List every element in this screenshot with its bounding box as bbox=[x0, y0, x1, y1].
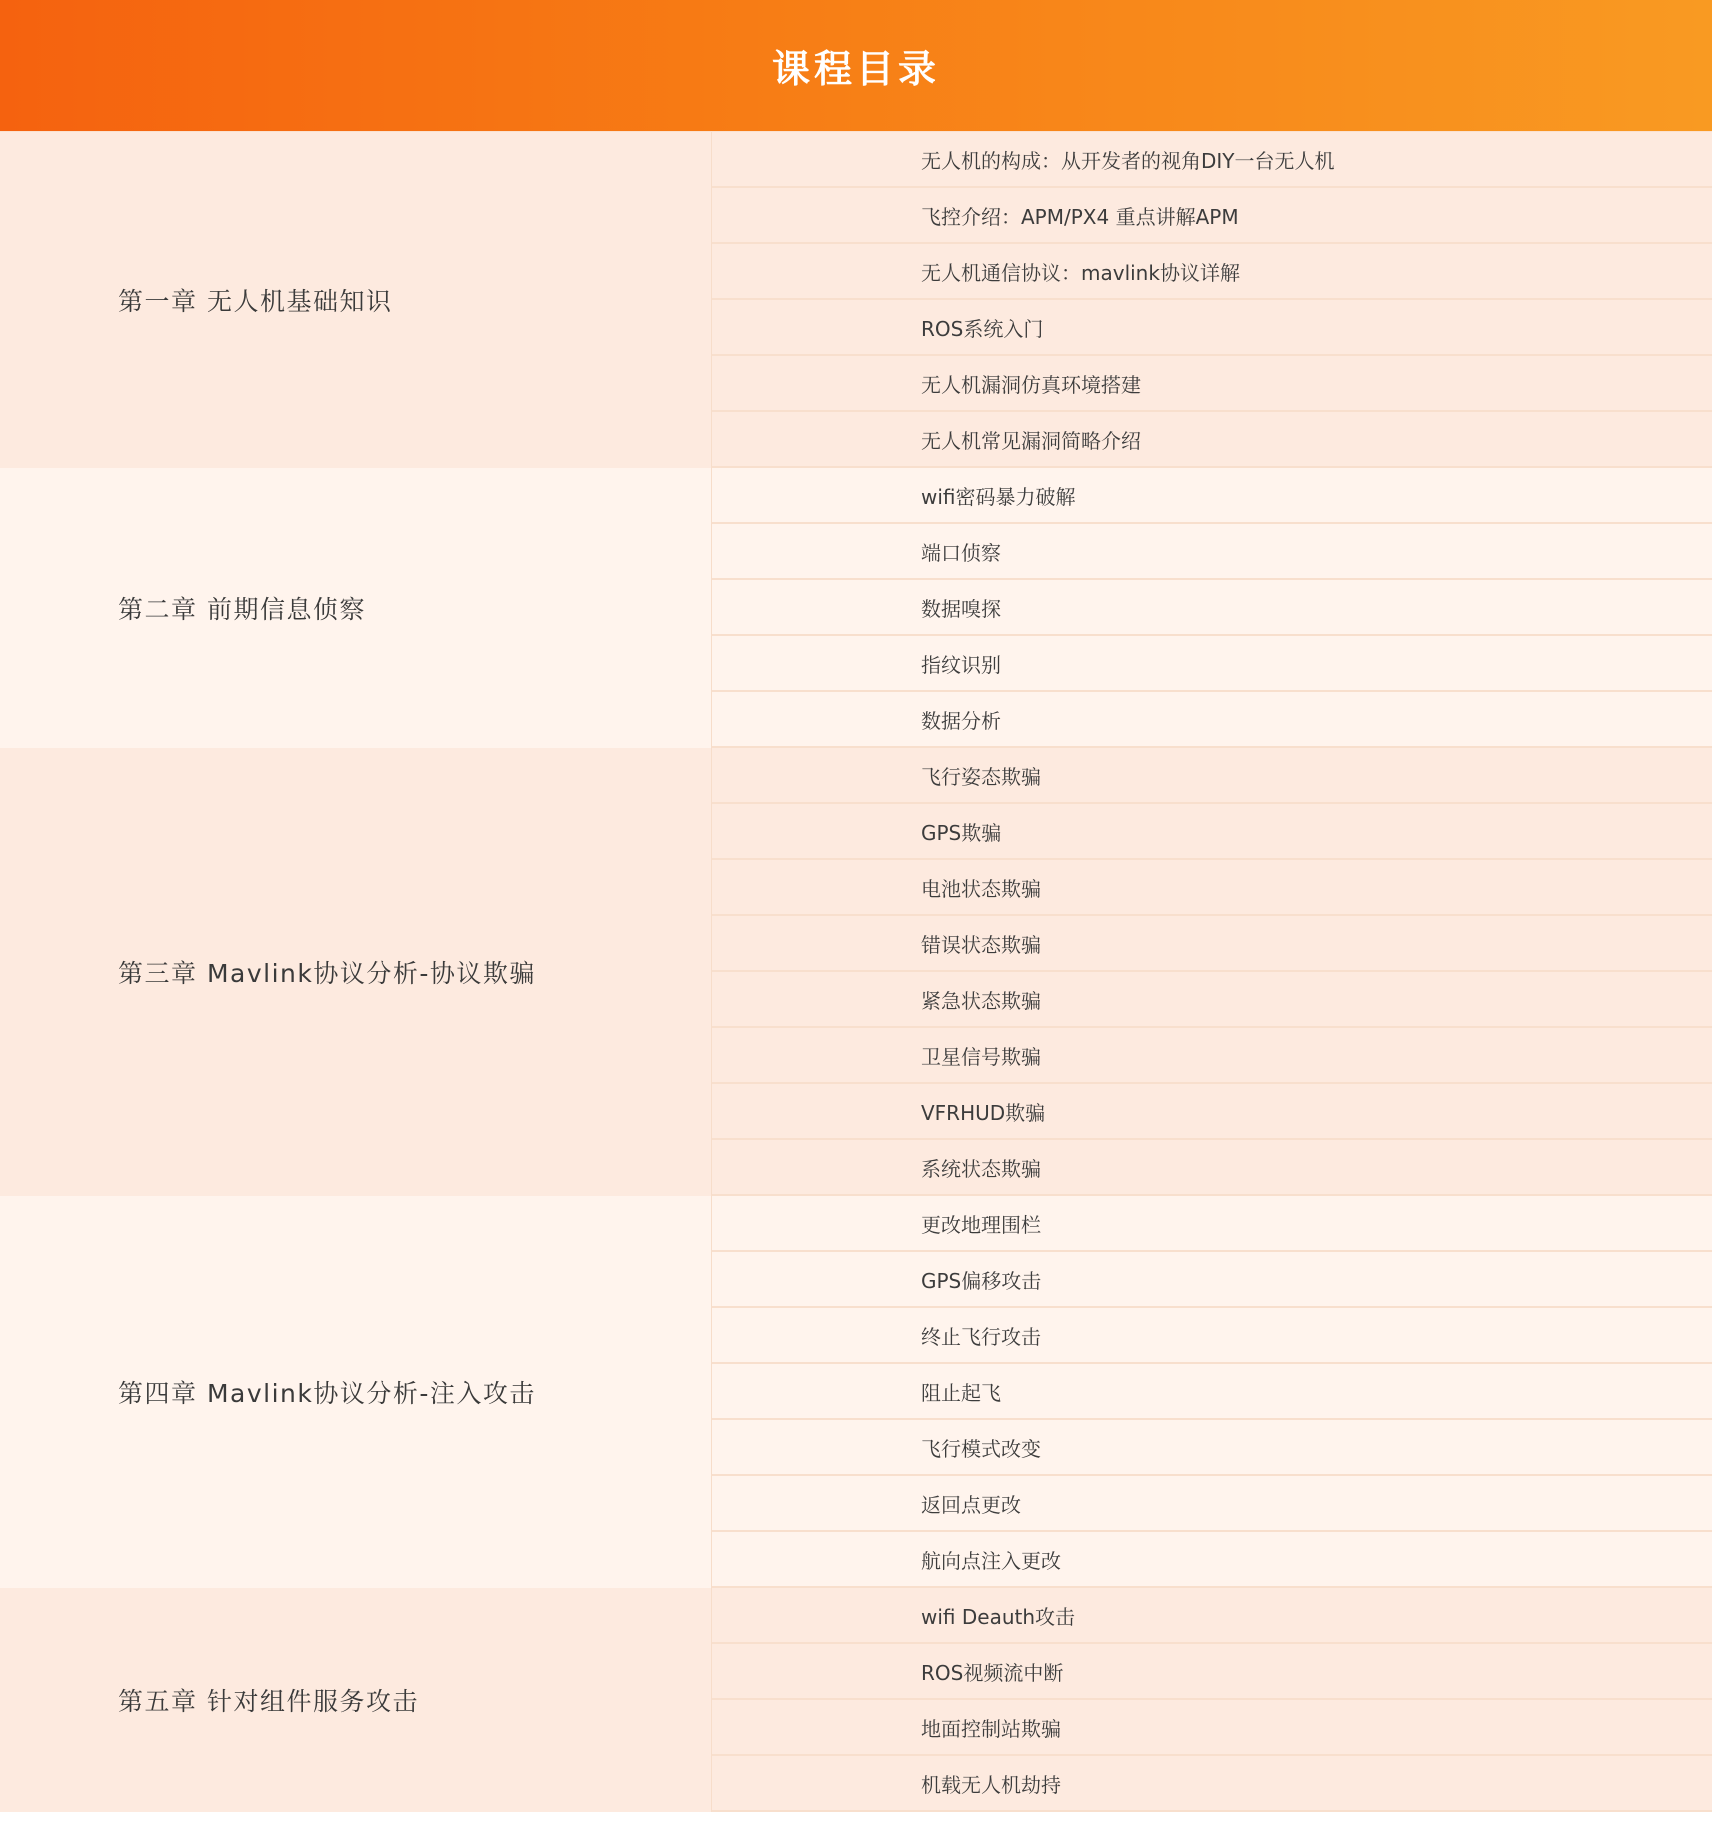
chapter-title: 第二章 前期信息侦察 bbox=[0, 468, 712, 748]
lesson-list bbox=[712, 468, 1712, 748]
chapter-row bbox=[0, 132, 1712, 468]
chapter-title: 第一章 无人机基础知识 bbox=[0, 132, 712, 468]
lesson-item: 更改地理围栏 bbox=[712, 1196, 1712, 1252]
lesson-list bbox=[712, 1196, 1712, 1588]
chapter-title: 第五章 针对组件服务攻击 bbox=[0, 1588, 712, 1812]
lesson-item: 航向点注入更改 bbox=[712, 1532, 1712, 1588]
lesson-item: 无人机常见漏洞简略介绍 bbox=[712, 412, 1712, 468]
lesson-item: ROS系统入门 bbox=[712, 300, 1712, 356]
chapter-title: 第三章 Mavlink协议分析-协议欺骗 bbox=[0, 748, 712, 1196]
lesson-item: 紧急状态欺骗 bbox=[712, 972, 1712, 1028]
lesson-item: wifi密码暴力破解 bbox=[712, 468, 1712, 524]
lesson-item: 无人机的构成：从开发者的视角DIY一台无人机 bbox=[712, 132, 1712, 188]
chapter-row bbox=[0, 1588, 1712, 1812]
chapter-row bbox=[0, 748, 1712, 1196]
chapter-row bbox=[0, 468, 1712, 748]
chapter-title: 第四章 Mavlink协议分析-注入攻击 bbox=[0, 1196, 712, 1588]
lesson-item: 数据分析 bbox=[712, 692, 1712, 748]
lesson-item: 错误状态欺骗 bbox=[712, 916, 1712, 972]
lesson-list bbox=[712, 1588, 1712, 1812]
lesson-item: 系统状态欺骗 bbox=[712, 1140, 1712, 1196]
catalog-header bbox=[0, 0, 1712, 132]
lesson-item: GPS欺骗 bbox=[712, 804, 1712, 860]
lesson-item: 卫星信号欺骗 bbox=[712, 1028, 1712, 1084]
lesson-item: 无人机通信协议：mavlink协议详解 bbox=[712, 244, 1712, 300]
lesson-item: 电池状态欺骗 bbox=[712, 860, 1712, 916]
chapter-row bbox=[0, 1196, 1712, 1588]
lesson-item: 阻止起飞 bbox=[712, 1364, 1712, 1420]
lesson-item: VFRHUD欺骗 bbox=[712, 1084, 1712, 1140]
lesson-item: wifi Deauth攻击 bbox=[712, 1588, 1712, 1644]
lesson-item: 飞控介绍：APM/PX4 重点讲解APM bbox=[712, 188, 1712, 244]
lesson-item: 指纹识别 bbox=[712, 636, 1712, 692]
lesson-list bbox=[712, 132, 1712, 468]
lesson-item: 数据嗅探 bbox=[712, 580, 1712, 636]
lesson-item: 无人机漏洞仿真环境搭建 bbox=[712, 356, 1712, 412]
catalog-title: 课程目录 bbox=[771, 47, 940, 91]
chapter-table bbox=[0, 132, 1712, 1812]
lesson-item: 飞行姿态欺骗 bbox=[712, 748, 1712, 804]
lesson-item: GPS偏移攻击 bbox=[712, 1252, 1712, 1308]
lesson-list bbox=[712, 748, 1712, 1196]
lesson-item: 返回点更改 bbox=[712, 1476, 1712, 1532]
lesson-item: 终止飞行攻击 bbox=[712, 1308, 1712, 1364]
lesson-item: ROS视频流中断 bbox=[712, 1644, 1712, 1700]
lesson-item: 飞行模式改变 bbox=[712, 1420, 1712, 1476]
lesson-item: 地面控制站欺骗 bbox=[712, 1700, 1712, 1756]
lesson-item: 端口侦察 bbox=[712, 524, 1712, 580]
lesson-item: 机载无人机劫持 bbox=[712, 1756, 1712, 1812]
